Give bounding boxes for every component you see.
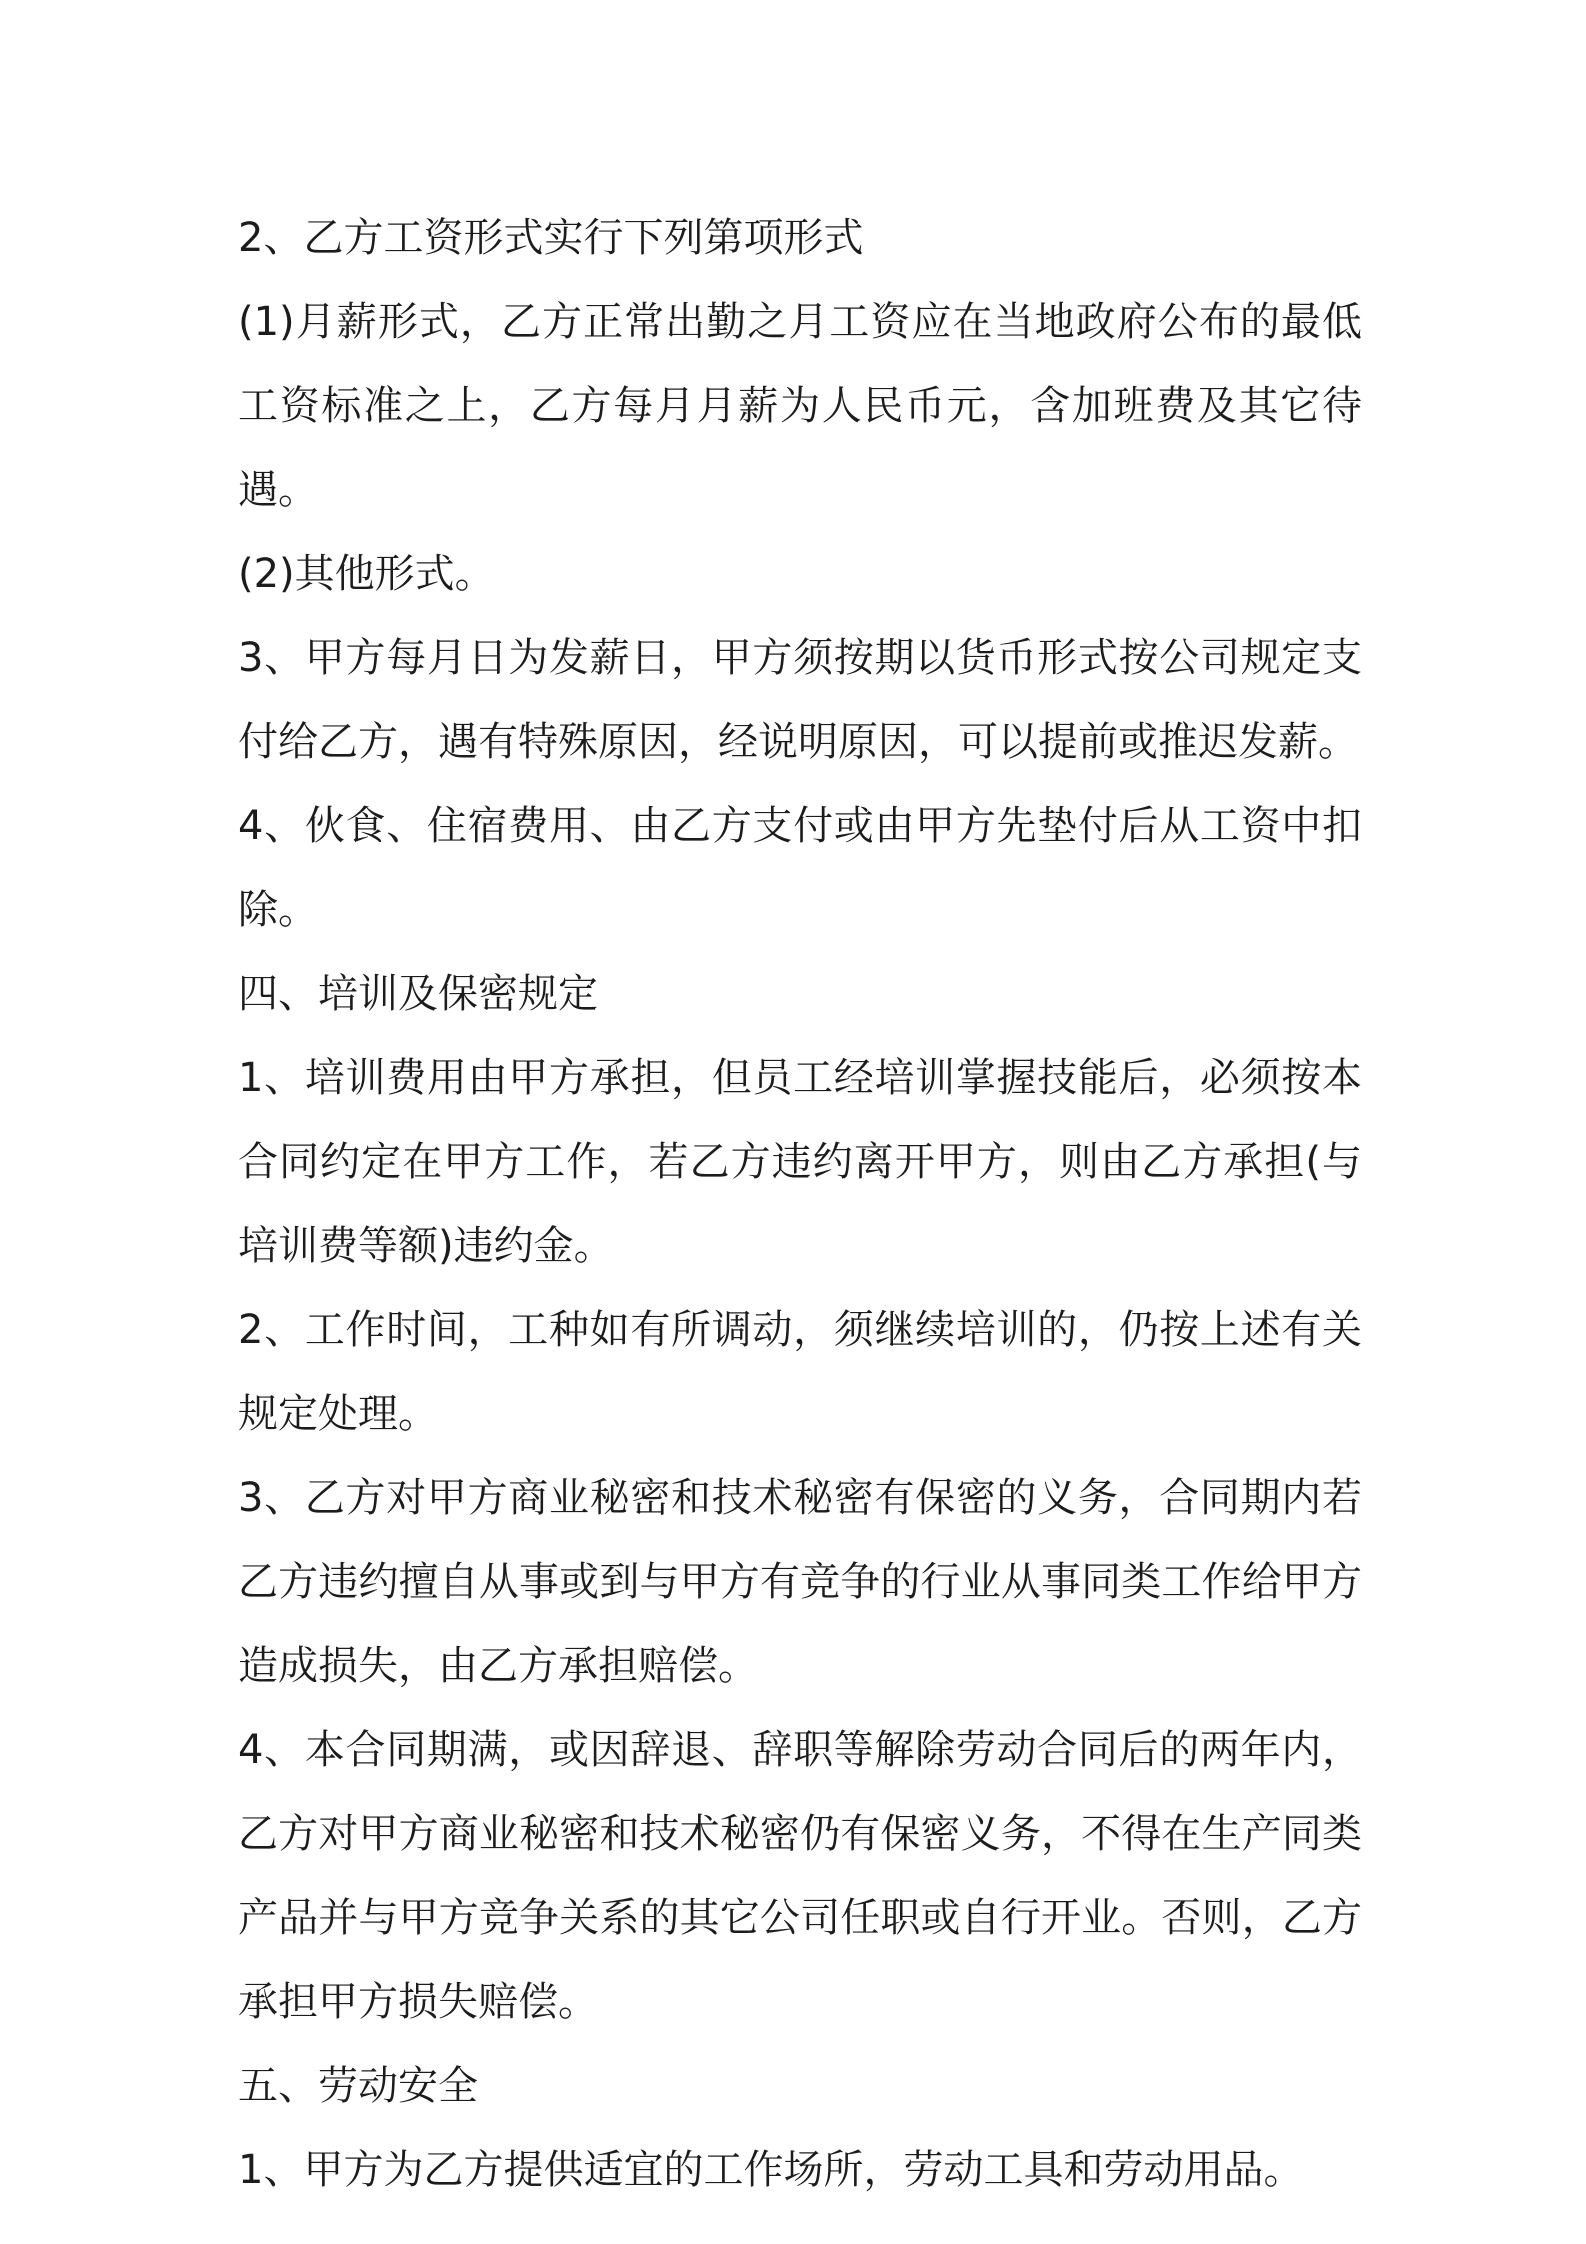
paragraph-confidentiality-duty: 3、乙方对甲方商业秘密和技术秘密有保密的义务，合同期内若乙方违约擅自从事或到与甲方有竞争的行业从事同类工作给甲方造成损失，由乙方承担赔偿。 xyxy=(238,1475,1362,1689)
paragraph-post-contract-confidentiality: 4、本合同期满，或因辞退、辞职等解除劳动合同后的两年内，乙方对甲方商业秘密和技术秘密仍有保密义务，不得在生产同类产品并与甲方竞争关系的其它公司任职或自行开业。否则，乙方承担甲方损失赔偿。 xyxy=(238,1727,1362,2025)
paragraph-workplace-provision: 1、甲方为乙方提供适宜的工作场所，劳动工具和劳动用品。 xyxy=(238,2147,1304,2193)
paragraph-monthly-salary: (1)月薪形式，乙方正常出勤之月工资应在当地政府公布的最低工资标准之上，乙方每月月薪为人民币元，含加班费及其它待遇。 xyxy=(238,299,1362,513)
paragraph-job-transfer: 2、工作时间，工种如有所调动，须继续培训的，仍按上述有关规定处理。 xyxy=(238,1307,1362,1437)
paragraph-payday: 3、甲方每月日为发薪日，甲方须按期以货币形式按公司规定支付给乙方，遇有特殊原因，经说明原因，可以提前或推迟发薪。 xyxy=(238,635,1362,765)
section-heading-labor-safety: 五、劳动安全 xyxy=(238,2063,478,2109)
paragraph-training-cost: 1、培训费用由甲方承担，但员工经培训掌握技能后，必须按本合同约定在甲方工作，若乙方违约离开甲方，则由乙方承担(与培训费等额)违约金。 xyxy=(238,1055,1362,1269)
paragraph-food-lodging: 4、伙食、住宿费用、由乙方支付或由甲方先垫付后从工资中扣除。 xyxy=(238,803,1362,933)
section-heading-training-confidentiality: 四、培训及保密规定 xyxy=(238,971,598,1017)
document-body xyxy=(238,196,1362,2212)
paragraph-other-form: (2)其他形式。 xyxy=(238,551,495,597)
paragraph-salary-form: 2、乙方工资形式实行下列第项形式 xyxy=(238,215,864,261)
